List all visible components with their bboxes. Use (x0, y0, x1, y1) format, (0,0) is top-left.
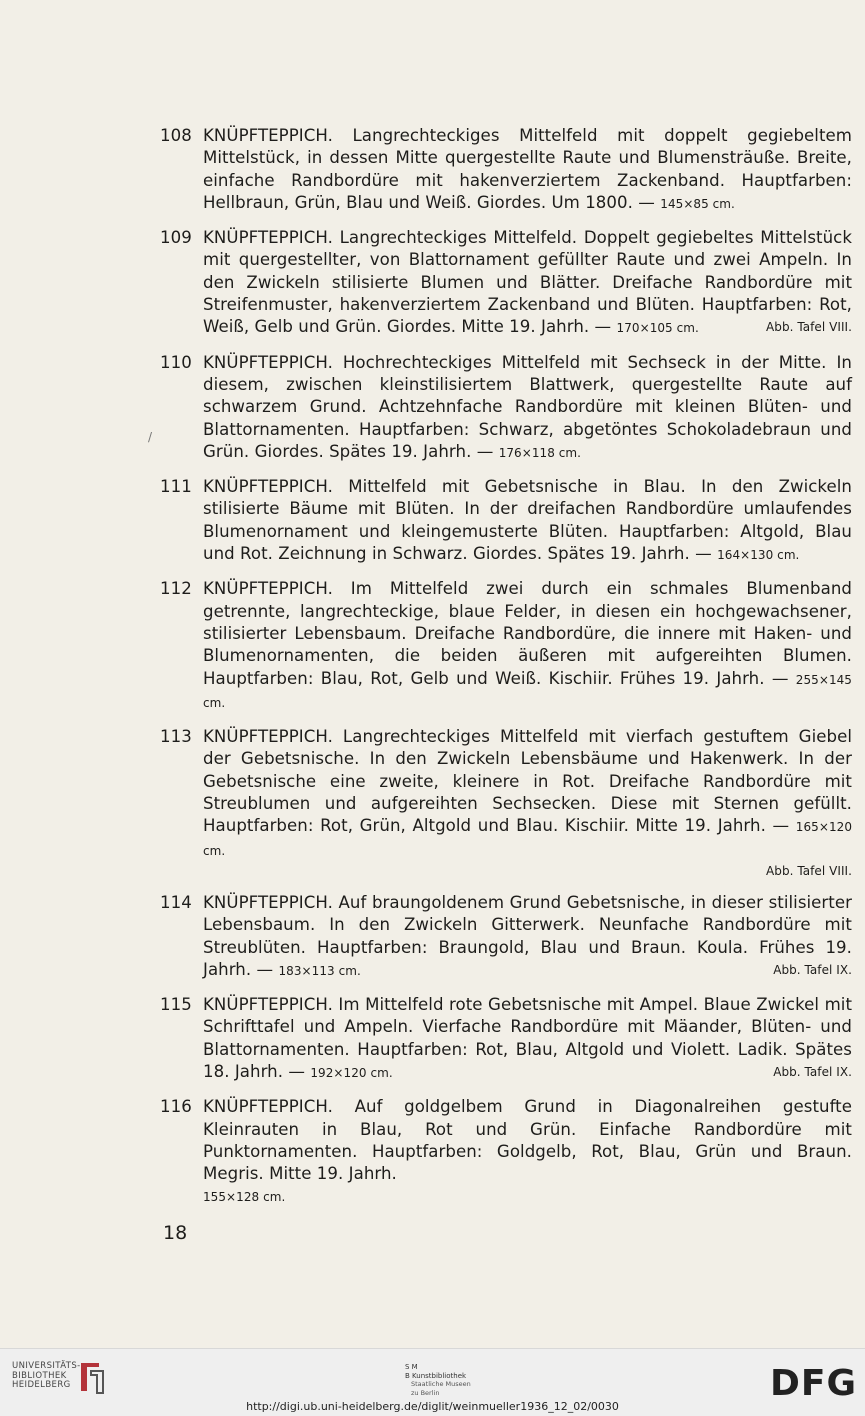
entry-plate-reference: Abb. Tafel VIII. (766, 320, 852, 335)
catalog-entry-116 (160, 1096, 852, 1208)
entry-plate-reference: Abb. Tafel IX. (773, 1064, 852, 1079)
catalog-entry-110 (160, 352, 852, 464)
entry-dimensions: 183×113 cm. (278, 963, 361, 978)
entry-number: 110 (160, 352, 192, 372)
catalog-entry-115 (160, 994, 852, 1084)
catalog-entry-109 (160, 227, 852, 339)
entry-number: 116 (160, 1097, 192, 1117)
entry-text: KNÜPFTEPPICH. Hochrechteckiges Mittelfeld mit Sechseck in der Mitte. In diesem, zwischen kleinstilisiertem Blattwerk, quergestellte Raute auf schwarzem Grund. Achtzehnfache Randbordüre mit kleinen Blüten- und Blattornamenten. Hauptfarben: Schwarz, abgetöntes Schokoladebraun und Grün. Giordes. Spätes 19. Jahrh. — (203, 352, 852, 461)
smb-logo-line: zu Berlin (411, 1388, 440, 1397)
catalog-entry-113 (160, 726, 852, 880)
smb-logo-line: Staatliche Museen (411, 1380, 471, 1388)
entry-dimensions: 145×85 cm. (660, 196, 735, 211)
smb-kunstbibliothek-logo[interactable] (405, 1363, 471, 1397)
margin-mark: / (148, 430, 153, 444)
catalog-entry-111 (160, 476, 852, 566)
entry-number: 112 (160, 579, 192, 599)
digitization-footer (0, 1348, 865, 1416)
catalog-entry-108 (160, 125, 852, 215)
university-logo-line: BIBLIOTHEK (12, 1370, 67, 1381)
entry-plate-reference: Abb. Tafel VIII. (766, 863, 852, 878)
entry-text: KNÜPFTEPPICH. Auf goldgelbem Grund in Diagonalreihen gestufte Kleinrauten in Blau, Rot und Grün. Einfache Randbordüre mit Punktornamenten. Hauptfarben: Goldgelb, Rot, Blau, Grün und Braun. Megris. Mitte 19. Jahrh. (203, 1097, 852, 1184)
university-logo-line: UNIVERSITÄTS- (12, 1361, 81, 1371)
entry-text: KNÜPFTEPPICH. Langrechteckiges Mittelfeld mit vierfach gestuftem Giebel der Gebetsnische. In den Zwickeln Lebensbäume und Hakenwerk. In der Gebetsnische eine zweite, kleinere in Rot. Dreifache Randbordüre mit Streublumen und aufgereihten Sechsecken. Diese mit Sternen gefüllt. Hauptfarben: Rot, Grün, Altgold und Blau. Kischiir. Mitte 19. Jahrh. — (203, 727, 852, 836)
entry-dimensions: 255×145 cm. (203, 672, 852, 710)
university-logo-line: HEIDELBERG (12, 1380, 71, 1390)
entry-plate-reference: Abb. Tafel IX. (773, 962, 852, 977)
smb-logo-line: B Kunstbibliothek (405, 1371, 467, 1380)
smb-logo-line: S M (405, 1363, 418, 1371)
entry-text: KNÜPFTEPPICH. Langrechteckiges Mittelfeld. Doppelt gegiebeltes Mittelstück mit quergestellter, von Blattornament gefüllter Raute und zwei Ampeln. In den Zwickeln stilisierte Blumen und Blätter. Dreifache Randbordüre mit Streifenmuster, hakenverziertem Zackenband und Blüten. Hauptfarben: Rot, Weiß, Gelb und Grün. Giordes. Mitte 19. Jahrh. — (203, 228, 852, 337)
entry-dimensions: 155×128 cm. (203, 1190, 286, 1205)
entry-number: 108 (160, 126, 192, 145)
university-emblem-icon (77, 1361, 107, 1395)
entry-dimensions: 165×120 cm. (203, 820, 853, 858)
university-library-logo[interactable] (12, 1362, 81, 1391)
dfg-logo[interactable]: DFG (770, 1363, 858, 1404)
entry-number: 115 (160, 995, 192, 1015)
entry-dimensions: 176×118 cm. (498, 445, 582, 460)
page-url-link[interactable]: http://digi.ub.uni-heidelberg.de/diglit/weinmueller1936_12_02/0030 (246, 1400, 619, 1413)
entry-text: KNÜPFTEPPICH. Im Mittelfeld zwei durch ein schmales Blumenband getrennte, langrechteckige, blaue Felder, in diesen ein hochgewachsener, stilisierter Lebensbaum. Dreifache Randbordüre, die innere mit Haken- und Blumenornamenten, die beiden äußeren mit aufgereihten Blumen. Hauptfarben: Blau, Rot, Gelb und Weiß. Kischiir. Frühes 19. Jahrh. — (203, 579, 852, 688)
entry-text: KNÜPFTEPPICH. Langrechteckiges Mittelfeld mit doppelt gegiebeltem Mittelstück, in dessen Mitte quergestellte Raute und Blumensträuße. Breite, einfache Randbordüre mit hakenverziertem Zackenband. Hauptfarben: Hellbraun, Grün, Blau und Weiß. Giordes. Um 1800. — (203, 126, 852, 212)
entry-text: KNÜPFTEPPICH. Im Mittelfeld rote Gebetsnische mit Ampel. Blaue Zwickel mit Schrifttafel und Ampeln. Vierfache Randbordüre mit Mäander, Blüten- und Blattornamenten. Hauptfarben: Rot, Blau, Altgold und Violett. Ladik. Spätes 18. Jahrh. — (203, 995, 852, 1081)
catalog-entries (160, 125, 852, 1221)
entry-number: 114 (160, 892, 192, 912)
entry-text: KNÜPFTEPPICH. Mittelfeld mit Gebetsnische in Blau. In den Zwickeln stilisierte Bäume mit Blüten. In der dreifachen Randbordüre umlaufendes Blumenornament und kleingemusterte Blüten. Hauptfarben: Altgold, Blau und Rot. Zeichnung in Schwarz. Giordes. Spätes 19. Jahrh. — (203, 477, 852, 564)
entry-number: 109 (160, 228, 192, 248)
entry-number: 113 (160, 727, 192, 747)
entry-dimensions: 164×130 cm. (717, 548, 800, 563)
entry-dimensions: 192×120 cm. (310, 1065, 393, 1080)
catalog-entry-112 (160, 578, 852, 714)
entry-number: 111 (160, 477, 192, 497)
entry-dimensions: 170×105 cm. (616, 321, 699, 336)
catalog-entry-114 (160, 892, 852, 982)
page-number: 18 (163, 1222, 188, 1244)
entry-text: KNÜPFTEPPICH. Auf braungoldenem Grund Gebetsnische, in dieser stilisierter Lebensbaum. In den Zwickeln Gitterwerk. Neunfache Randbordüre mit Streublüten. Hauptfarben: Braungold, Blau und Braun. Koula. Frühes 19. Jahrh. — (203, 892, 852, 979)
